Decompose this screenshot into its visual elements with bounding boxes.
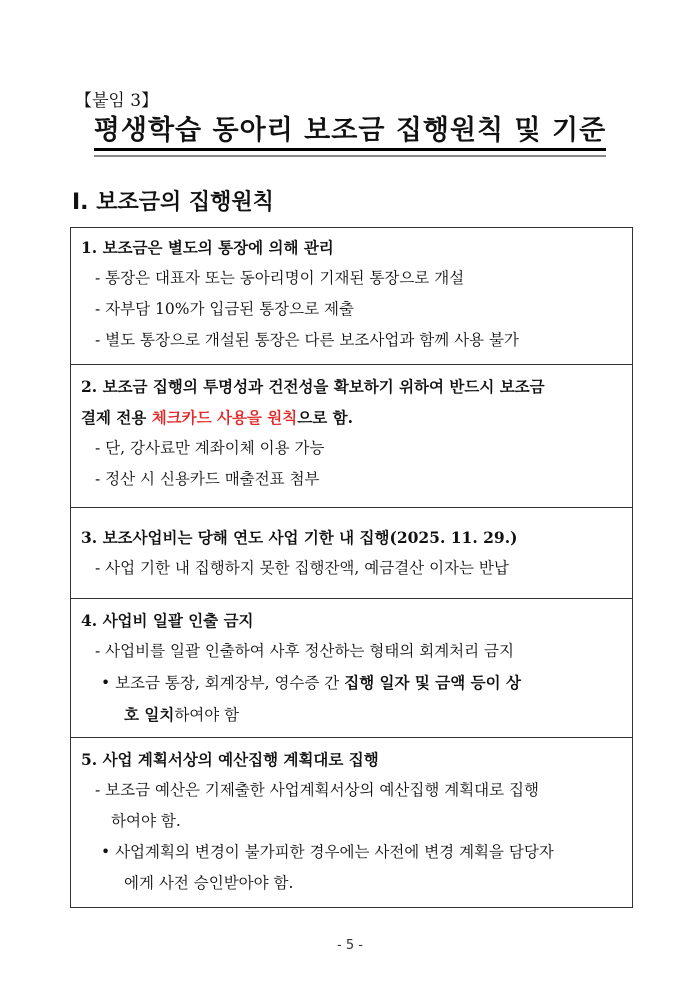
heading-text: 결제 전용 — [81, 408, 152, 427]
bullet-bold-text: 호 일치 — [124, 705, 175, 724]
document-title: 평생학습 동아리 보조금 집행원칙 및 기준 — [94, 108, 606, 151]
principle-1 — [71, 228, 632, 365]
heading-text: 으로 함. — [297, 408, 353, 427]
principle-item: - 사업비를 일괄 인출하여 사후 정산하는 형태의 회계처리 금지 — [95, 642, 514, 660]
bullet-bold-text: 집행 일자 및 금액 등이 상 — [344, 673, 521, 692]
principle-item-cont: 하여야 함. — [111, 812, 181, 830]
bullet-text: • 보조금 통장, 회계장부, 영수증 간 — [101, 674, 345, 692]
principle-bullet-cont: 에게 사전 승인받아야 함. — [124, 874, 294, 892]
principles-table — [70, 227, 633, 908]
principle-3 — [71, 508, 632, 599]
bullet-text: 하여야 함 — [174, 706, 240, 724]
principle-heading: 4. 사업비 일괄 인출 금지 — [81, 611, 254, 630]
principle-item: - 통장은 대표자 또는 동아리명이 기재된 통장으로 개설 — [95, 269, 465, 287]
principle-bullet: • 사업계획의 변경이 불가피한 경우에는 사전에 변경 계획을 담당자 — [101, 843, 554, 861]
principle-bullet — [81, 667, 622, 699]
document-title-wrap — [0, 108, 700, 151]
principle-heading: 2. 보조금 집행의 투명성과 건전성을 확보하기 위하여 반드시 보조금 — [81, 377, 545, 396]
principle-item: - 보조금 예산은 기제출한 사업계획서상의 예산집행 계획대로 집행 — [95, 781, 539, 799]
principle-bullet-cont — [81, 699, 622, 731]
principle-item: - 사업 기한 내 집행하지 못한 집행잔액, 예금결산 이자는 반납 — [95, 559, 509, 577]
page-number: - 5 - — [337, 938, 363, 953]
principle-5 — [71, 738, 632, 907]
principle-4 — [71, 599, 632, 738]
principle-item: - 자부담 10%가 입금된 통장으로 제출 — [95, 300, 354, 318]
principle-heading: 1. 보조금은 별도의 통장에 의해 관리 — [81, 238, 334, 257]
principle-heading: 3. 보조사업비는 당해 연도 사업 기한 내 집행(2025. 11. 29.) — [81, 528, 518, 547]
principle-heading: 5. 사업 계획서상의 예산집행 계획대로 집행 — [81, 750, 379, 769]
highlight-text: 체크카드 사용을 원칙 — [151, 408, 298, 427]
principle-2 — [71, 365, 632, 508]
section-heading: Ⅰ. 보조금의 집행원칙 — [72, 190, 274, 215]
principle-heading-cont — [81, 402, 622, 433]
principle-item: - 정산 시 신용카드 매출전표 첨부 — [95, 470, 320, 488]
principle-item: - 별도 통장으로 개설된 통장은 다른 보조사업과 함께 사용 불가 — [95, 331, 519, 349]
principle-item: - 단, 강사료만 계좌이체 이용 가능 — [95, 439, 325, 457]
attachment-label: 【붙임 3】 — [75, 91, 159, 111]
